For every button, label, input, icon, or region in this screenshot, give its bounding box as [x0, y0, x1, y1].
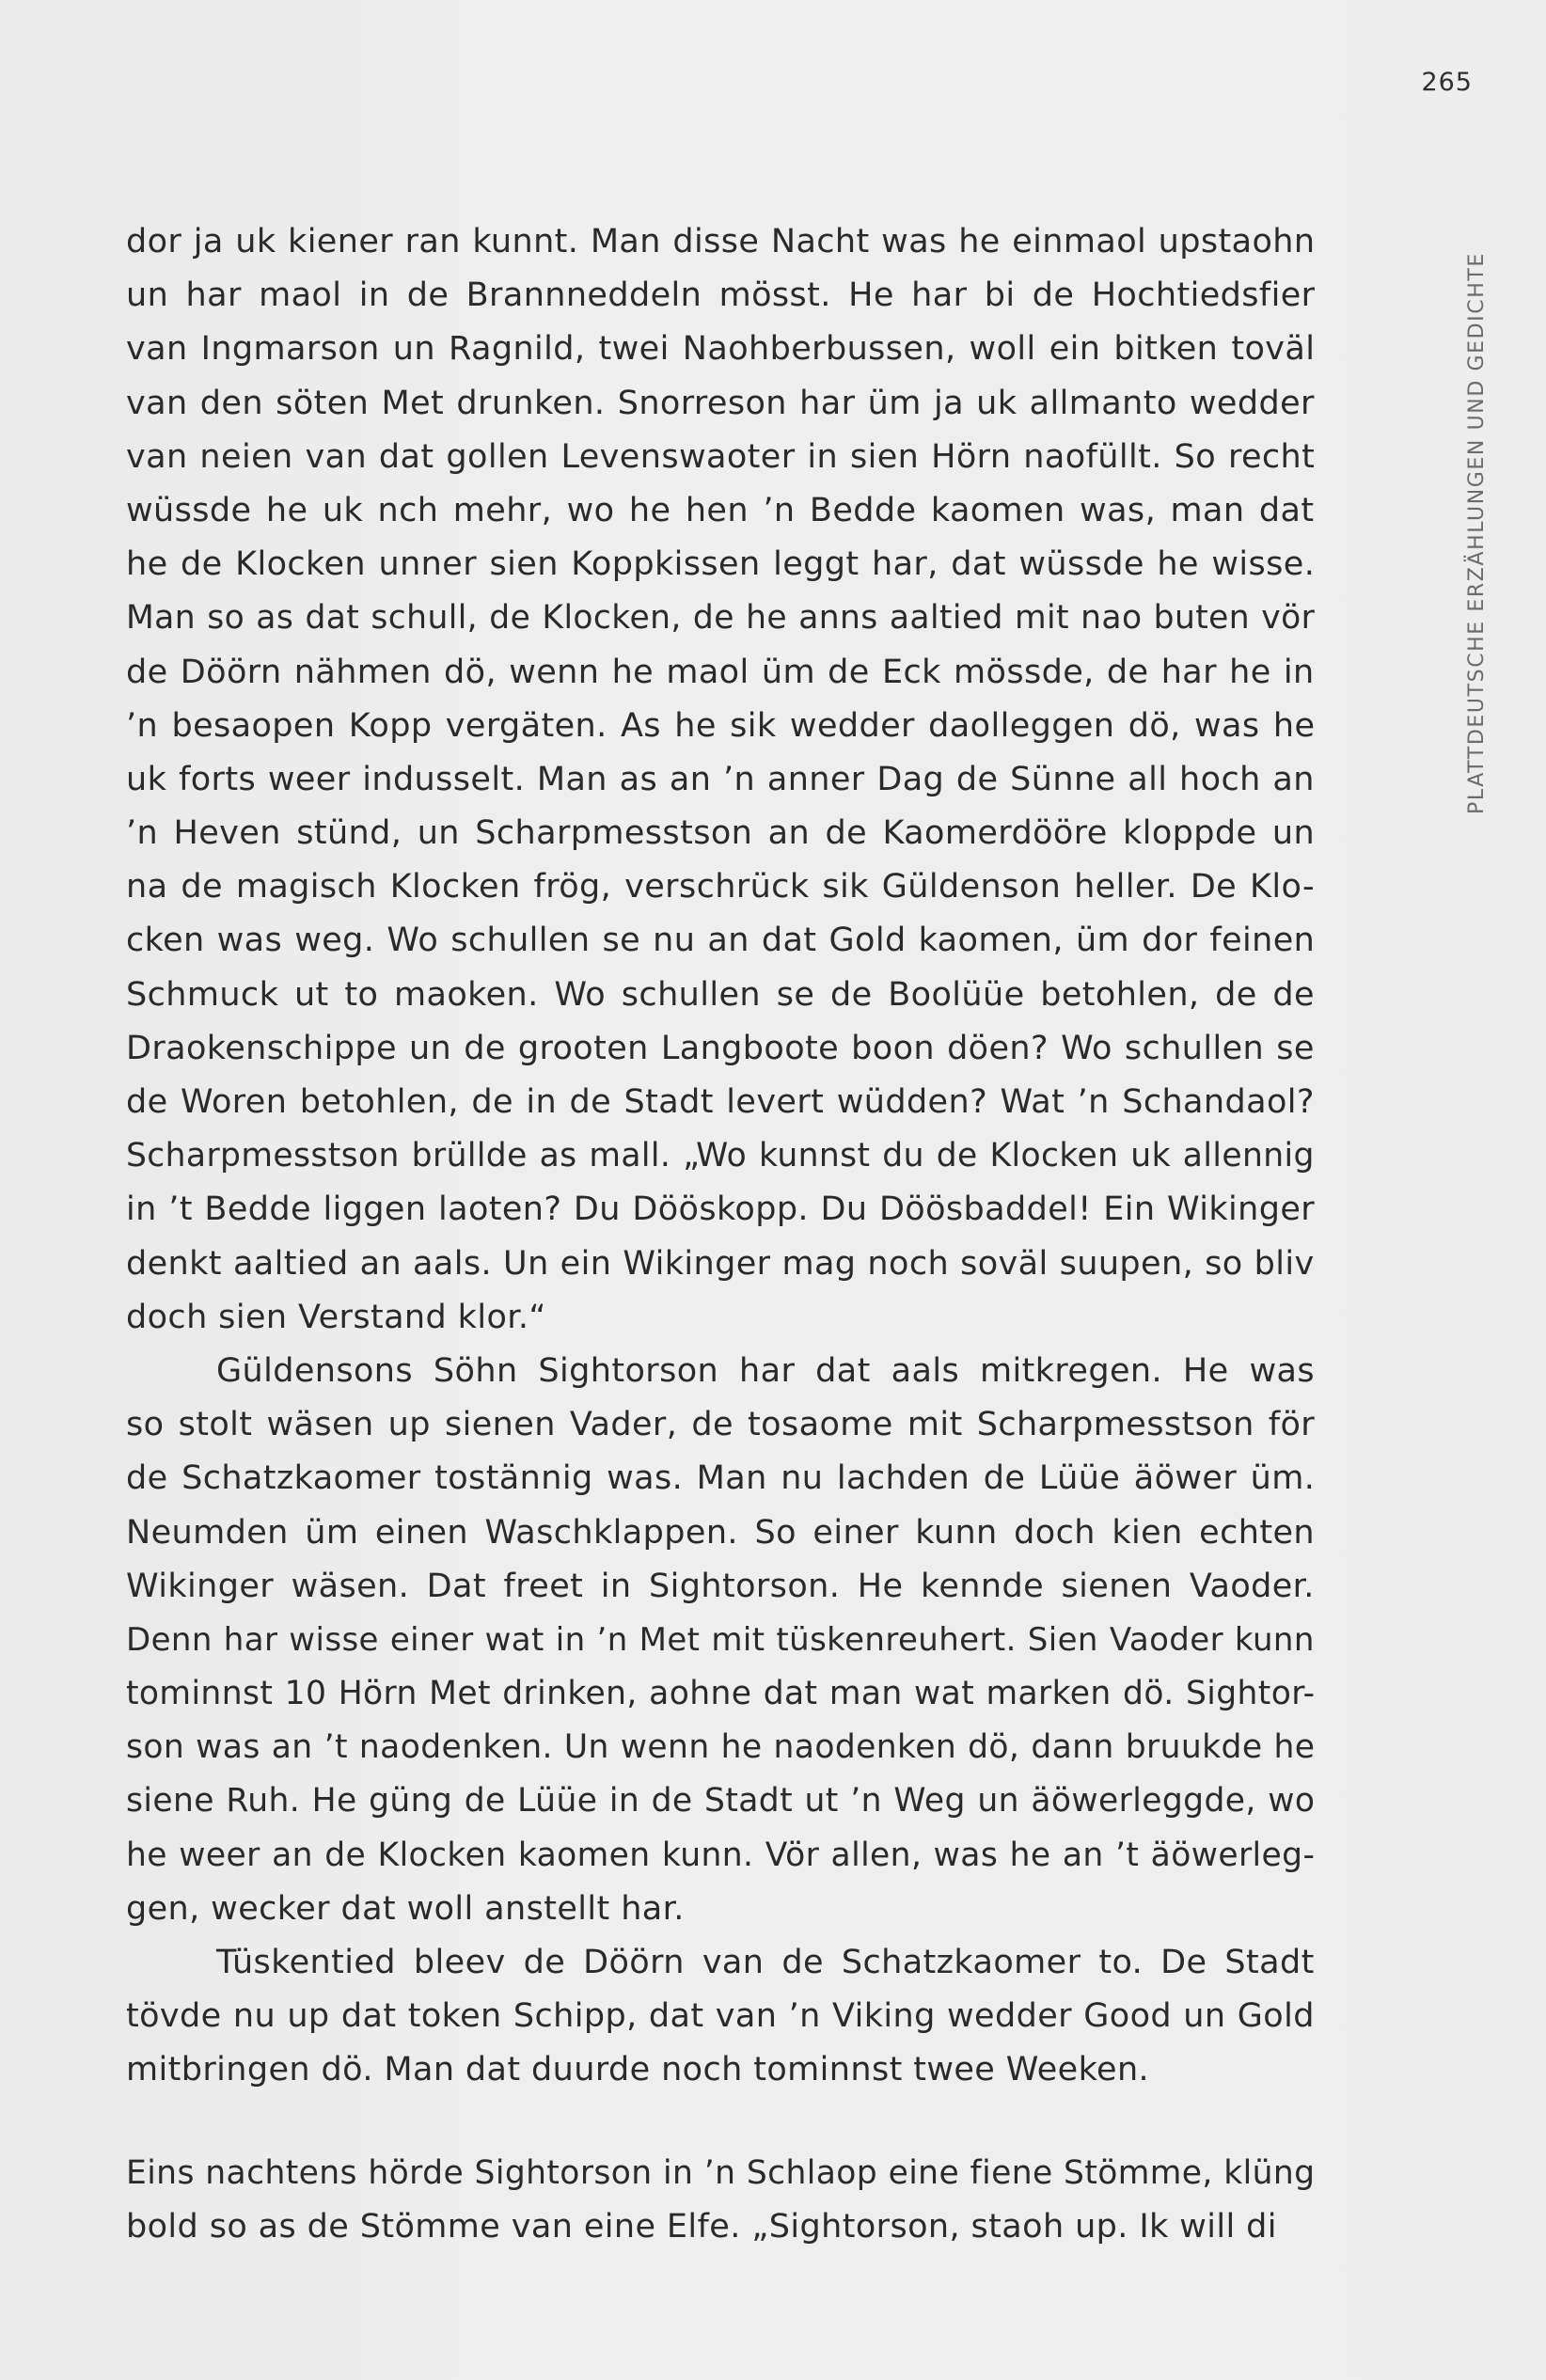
- text-line: cken was weg. Wo schullen se nu an dat Gold kaomen, üm dor feinen: [126, 922, 1316, 960]
- text-line: Scharpmesstson brüllde as mall. „Wo kunnst du de Klocken uk allennig: [126, 1137, 1315, 1175]
- text-line: wüssde he uk nch mehr, wo he hen ’n Bedde kaomen was, man dat: [126, 491, 1315, 529]
- text-line: van neien van dat gollen Levenswaoter in sien Hörn naofüllt. So recht: [126, 437, 1316, 476]
- text-line: de Döörn nähmen dö, wenn he maol üm de Eck mössde, de har he in: [126, 653, 1315, 691]
- text-line: de Woren betohlen, de in de Stadt levert wüdden? Wat ’n Schandaol?: [126, 1083, 1315, 1121]
- body-text: [126, 215, 1315, 2254]
- text-line: ’n besaopen Kopp vergäten. As he sik wedder daolleggen dö, was he: [126, 706, 1316, 745]
- paragraph: [126, 215, 1315, 1345]
- text-line: Tüskentied bleev de Döörn van de Schatzkaomer to. De Stadt: [216, 1944, 1315, 1981]
- text-line: Wikinger wäsen. Dat freet in Sightorson. He kennde sienen Vaoder.: [126, 1567, 1315, 1605]
- text-line: Man so as dat schull, de Klocken, de he anns aaltied mit nao buten vör: [126, 599, 1316, 638]
- text-line: tövde nu up dat token Schipp, dat van ’n Viking wedder Good un Gold: [126, 1997, 1315, 2036]
- text-line: son was an ’t naodenken. Un wenn he naodenken dö, dann bruukde he: [126, 1728, 1316, 1767]
- paragraph: [126, 1936, 1315, 2098]
- text-line: Eins nachtens hörde Sightorson in ’n Schlaop eine fiene Stömme, klüng: [126, 2153, 1316, 2192]
- text-line: Neumden üm einen Waschklappen. So einer kunn doch kien echten: [126, 1513, 1315, 1552]
- text-line: he weer an de Klocken kaomen kunn. Vör allen, was he an ’t äöwerleg-: [126, 1836, 1316, 1874]
- text-line: Draokenschippe un de grooten Langboote boon döen? Wo schullen se: [126, 1029, 1315, 1067]
- text-line: he de Klocken unner sien Koppkissen leggt har, dat wüssde he wisse.: [126, 545, 1316, 584]
- text-line: de Schatzkaomer tostännig was. Man nu lachden de Lüüe äöwer üm.: [126, 1459, 1316, 1498]
- text-line: denkt aaltied an aals. Un ein Wikinger mag noch soväl suupen, so bliv: [126, 1244, 1315, 1283]
- text-line: Schmuck ut to maoken. Wo schullen se de Boolüüe betohlen, de de: [126, 975, 1315, 1014]
- paragraph: [126, 2147, 1315, 2254]
- text-line: Denn har wisse einer wat in ’n Met mit tüskenreuhert. Sien Vaoder kunn: [126, 1620, 1315, 1659]
- text-line: na de magisch Klocken frög, verschrück sik Güldenson heller. De Klo-: [126, 868, 1315, 906]
- running-head: PLATTDEUTSCHE ERZÄHLUNGEN UND GEDICHTE: [1465, 252, 1489, 814]
- text-line: Güldensons Söhn Sightorson har dat aals mitkregen. He was: [216, 1351, 1315, 1390]
- text-line: siene Ruh. He güng de Lüüe in de Stadt ut ’n Weg un äöwerleggde, wo: [126, 1782, 1316, 1820]
- text-line: uk forts weer indusselt. Man as an ’n anner Dag de Sünne all hoch an: [126, 760, 1315, 798]
- paragraph: [126, 1345, 1315, 1936]
- text-line: van den söten Met drunken. Snorreson har üm ja uk allmanto wedder: [126, 384, 1315, 422]
- text-line: gen, wecker dat woll anstellt har.: [126, 1889, 685, 1928]
- page-number: 265: [1421, 68, 1473, 97]
- text-line: ’n Heven stünd, un Scharpmesstson an de Kaomerdööre kloppde un: [126, 814, 1316, 853]
- text-line: so stolt wäsen up sienen Vader, de tosaome mit Scharpmesstson för: [126, 1406, 1316, 1444]
- text-line: dor ja uk kiener ran kunnt. Man disse Nacht was he einmaol upstaohn: [126, 223, 1316, 260]
- text-line: doch sien Verstand klor.“: [126, 1298, 546, 1336]
- text-line: tominnst 10 Hörn Met drinken, aohne dat man wat marken dö. Sightor-: [126, 1675, 1316, 1713]
- text-line: in ’t Bedde liggen laoten? Du Dööskopp. Du Döösbaddel! Ein Wikinger: [126, 1190, 1316, 1229]
- text-line: mitbringen dö. Man dat duurde noch tominnst twee Weeken.: [126, 2051, 1150, 2089]
- text-line: van Ingmarson un Ragnild, twei Naohberbussen, woll ein bitken toväl: [126, 330, 1316, 369]
- section-gap: [126, 2098, 1315, 2147]
- text-line: bold so as de Stömme van eine Elfe. „Sightorson, staoh up. Ik will di: [126, 2207, 1277, 2246]
- text-line: un har maol in de Brannneddeln mösst. He har bi de Hochtiedsfier: [126, 276, 1316, 315]
